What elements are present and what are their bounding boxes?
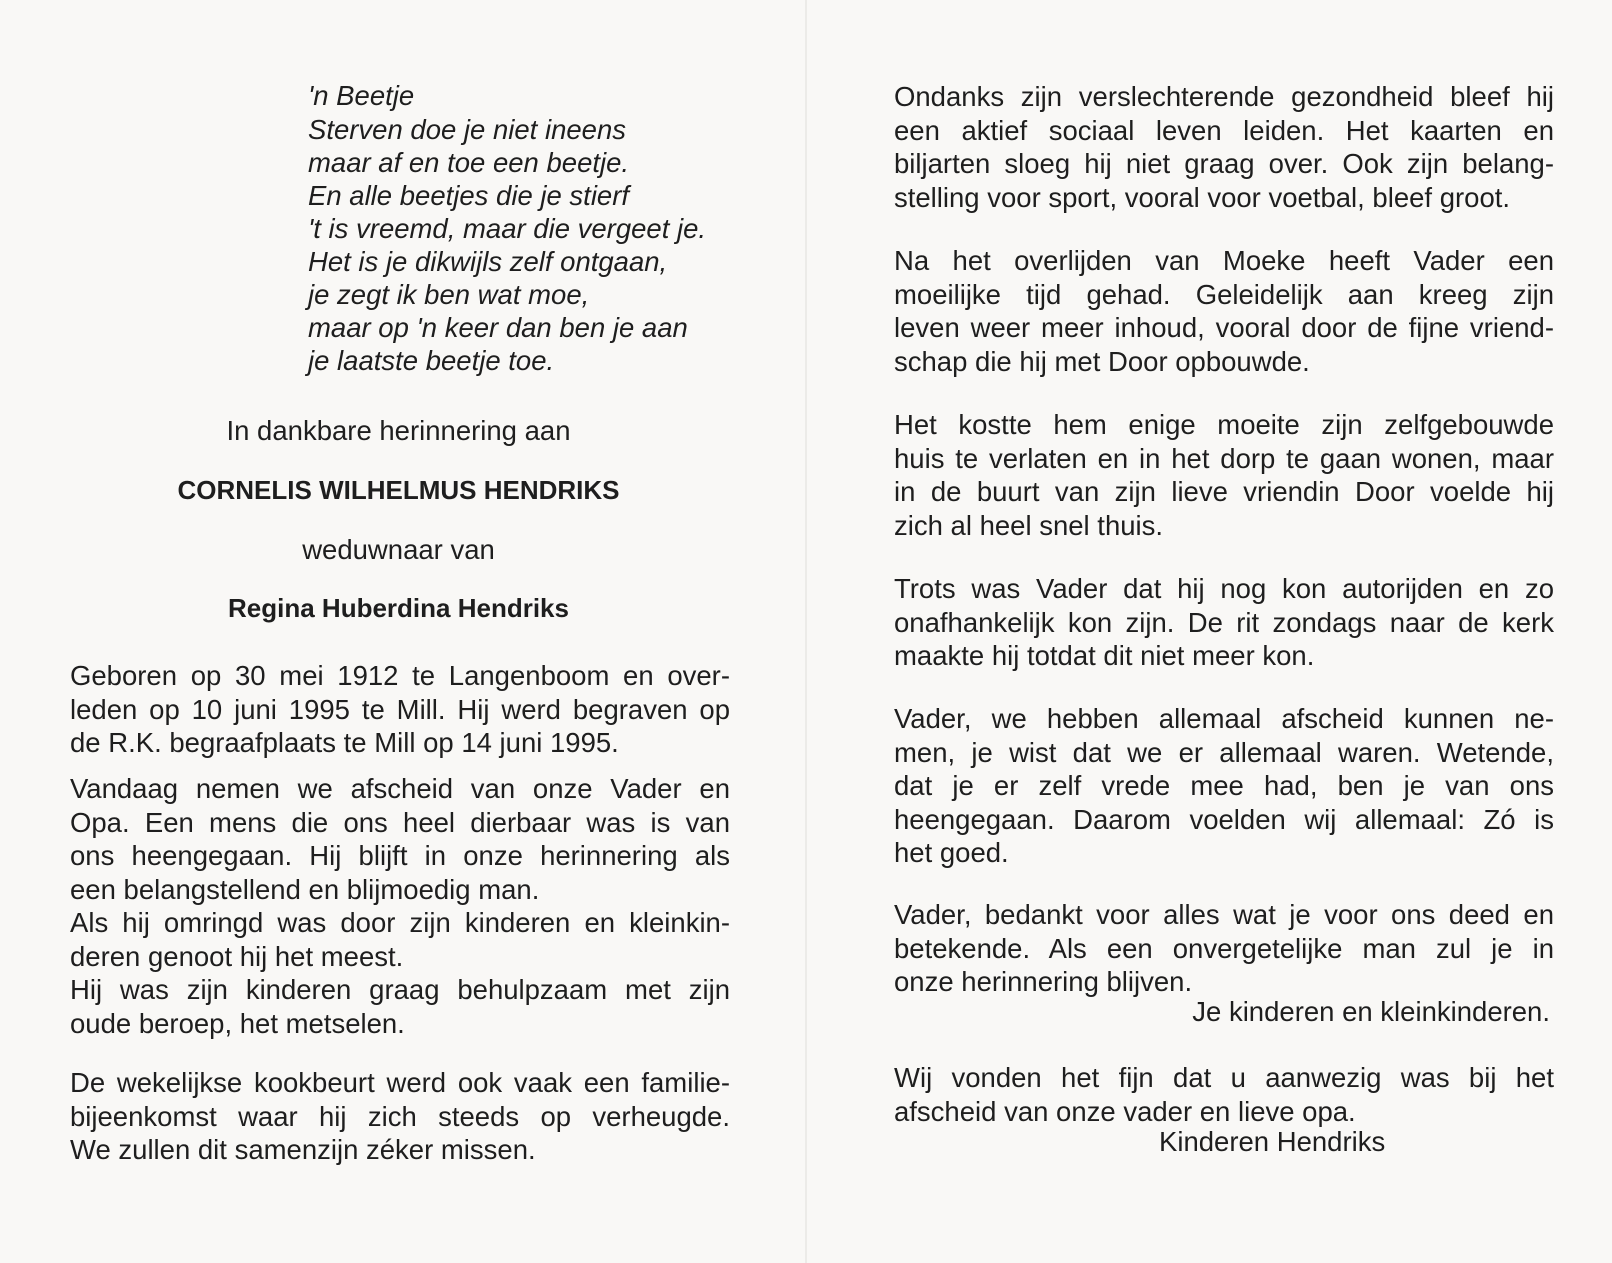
poem-line: Het is je dikwijls zelf ontgaan, xyxy=(308,246,668,277)
text-line: We zullen dit samenzijn zéker missen. xyxy=(70,1134,536,1165)
birth-death-paragraph xyxy=(70,659,730,760)
signature-children: Je kinderen en kleinkinderen. xyxy=(1192,996,1550,1027)
text-line: Opa. Een mens die ons heel dierbaar was is van xyxy=(70,806,730,838)
text-line: oude beroep, het metselen. xyxy=(70,1007,405,1039)
text-line: leven weer meer inhoud, vooral door de fijne vriend- xyxy=(894,312,1554,343)
farewell-paragraph xyxy=(70,772,730,1040)
driving-paragraph xyxy=(894,572,1554,673)
text-line: Vandaag nemen we afscheid van onze Vader en xyxy=(70,773,730,804)
health-paragraph xyxy=(894,80,1554,214)
deceased-name: CORNELIS WILHELMUS HENDRIKS xyxy=(177,475,620,505)
text-line: Wij vonden het fijn dat u aanwezig was bij het xyxy=(894,1062,1554,1093)
text-line: maakte hij totdat dit niet meer kon. xyxy=(894,640,1315,671)
text-line: een aktief sociaal leven leiden. Het kaarten en xyxy=(894,114,1554,146)
text-line: dat je er zelf vrede mee had, ben je van ons xyxy=(894,770,1554,801)
text-line: ons heengegaan. Hij blijft in onze herinnering als xyxy=(70,840,730,871)
spouse-name: Regina Huberdina Hendriks xyxy=(228,593,569,623)
text-line: in de buurt van zijn lieve vriendin Door voelde hij xyxy=(894,476,1554,507)
text-line: onafhankelijk kon zijn. De rit zondags naar de kerk xyxy=(894,606,1554,638)
text-line: afscheid van onze vader en lieve opa. xyxy=(894,1095,1356,1127)
closing-paragraph xyxy=(894,1061,1554,1128)
text-line: Vader, bedankt voor alles wat je voor ons deed en xyxy=(894,899,1554,930)
text-line: het goed. xyxy=(894,837,1009,868)
text-line: Geboren op 30 mei 1912 te Langenboom en over- xyxy=(70,660,730,691)
text-line: Het kostte hem enige moeite zijn zelfgebouwde xyxy=(894,409,1554,440)
poem-line: En alle beetjes die je stierf xyxy=(308,180,630,211)
poem-line: je laatste beetje toe. xyxy=(308,345,555,376)
text-line: bijeenkomst waar hij zich steeds op verheugde. xyxy=(70,1100,730,1132)
card-fold-line xyxy=(805,0,807,1263)
text-line: Trots was Vader dat hij nog kon autorijden en zo xyxy=(894,573,1554,604)
text-line: heengegaan. Daarom voelden wij allemaal: Zó is xyxy=(894,803,1554,835)
memorial-intro: In dankbare herinnering aan xyxy=(226,415,571,446)
text-line: schap die hij met Door opbouwde. xyxy=(894,345,1310,377)
text-line: stelling voor sport, vooral voor voetbal, bleef groot. xyxy=(894,181,1511,213)
text-line: onze herinnering blijven. xyxy=(894,966,1193,997)
text-line: de R.K. begraafplaats te Mill op 14 juni 1995. xyxy=(70,727,619,758)
text-line: Als hij omringd was door zijn kinderen en kleinkin- xyxy=(70,907,730,938)
text-line: deren genoot hij het meest. xyxy=(70,940,404,972)
relation-text: weduwnaar van xyxy=(302,534,495,565)
signature-family: Kinderen Hendriks xyxy=(1159,1126,1386,1157)
text-line: betekende. Als een onvergetelijke man zul je in xyxy=(894,932,1554,964)
poem-title: 'n Beetje xyxy=(308,80,415,111)
text-line: huis te verlaten en in het dorp te gaan wonen, maar xyxy=(894,442,1554,474)
text-line: De wekelijkse kookbeurt werd ook vaak een familie- xyxy=(70,1067,730,1098)
farewell-right-paragraph xyxy=(894,702,1554,870)
text-line: leden op 10 juni 1995 te Mill. Hij werd begraven op xyxy=(70,693,730,725)
house-paragraph xyxy=(894,408,1554,542)
text-line: biljarten sloeg hij niet graag over. Ook zijn belang- xyxy=(894,148,1554,179)
text-line: Vader, we hebben allemaal afscheid kunnen ne- xyxy=(894,703,1554,734)
poem-line: je zegt ik ben wat moe, xyxy=(308,279,590,310)
text-line: Ondanks zijn verslechterende gezondheid bleef hij xyxy=(894,81,1554,112)
text-line: Hij was zijn kinderen graag behulpzaam met zijn xyxy=(70,974,730,1005)
poem-line: 't is vreemd, maar die vergeet je. xyxy=(308,213,707,244)
moeke-paragraph xyxy=(894,244,1554,378)
text-line: zich al heel snel thuis. xyxy=(894,509,1164,541)
text-line: moeilijke tijd gehad. Geleidelijk aan kreeg zijn xyxy=(894,278,1554,310)
thanks-paragraph xyxy=(894,898,1554,999)
text-line: een belangstellend en blijmoedig man. xyxy=(70,873,540,905)
text-line: men, je wist dat we er allemaal waren. Wetende, xyxy=(894,736,1554,768)
poem-line: Sterven doe je niet ineens xyxy=(308,114,626,145)
poem-line: maar af en toe een beetje. xyxy=(308,147,630,178)
text-line: Na het overlijden van Moeke heeft Vader een xyxy=(894,245,1554,276)
poem-line: maar op 'n keer dan ben je aan xyxy=(308,312,688,343)
cooking-paragraph xyxy=(70,1066,730,1167)
